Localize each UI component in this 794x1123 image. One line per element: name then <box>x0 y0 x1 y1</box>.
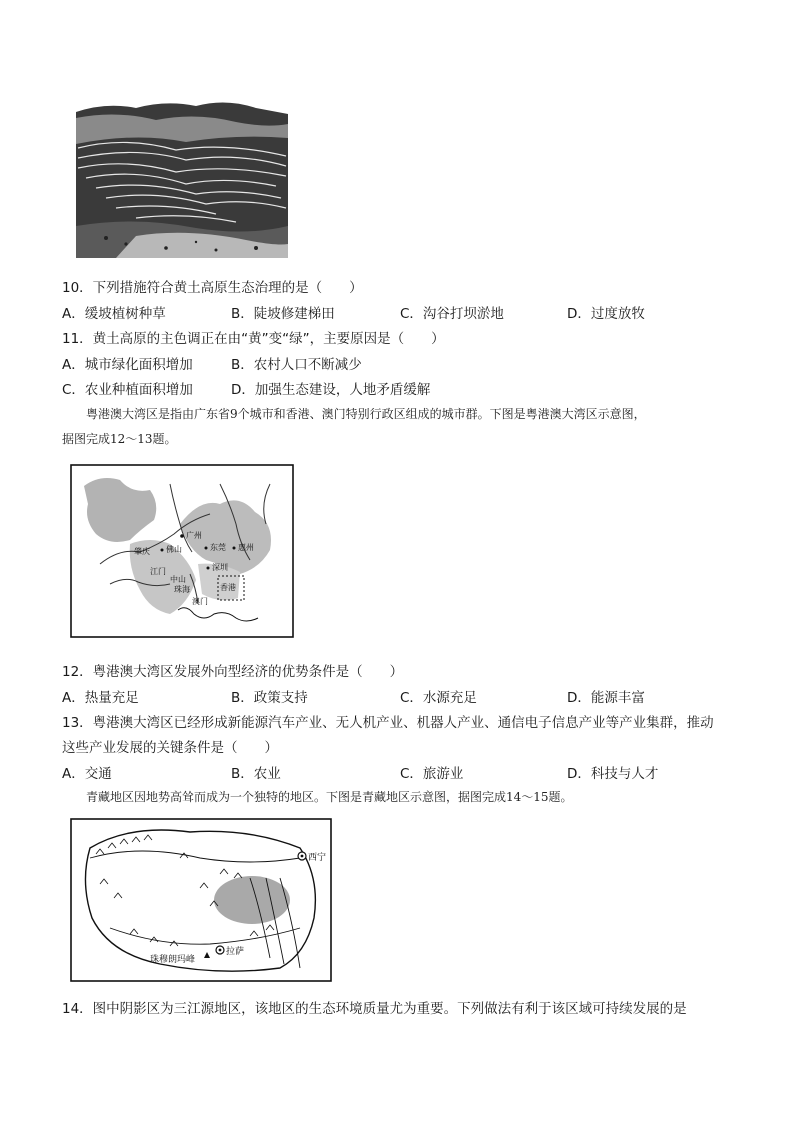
gba-label-zhongshan: 中山 <box>170 575 186 584</box>
gba-label-foshan: 佛山 <box>166 545 182 554</box>
q13-option-c[interactable]: C．旅游业 <box>400 766 464 782</box>
qz-label-lhasa: 拉萨 <box>226 947 245 957</box>
qz-intro-line1: 青藏地区因地势高耸而成为一个独特的地区。下图是青藏地区示意图，据图完成14～15题。 <box>86 790 573 804</box>
q10-stem: 10．下列措施符合黄土高原生态治理的是（ ） <box>62 280 363 296</box>
q13-stem-line1: 13．粤港澳大湾区已经形成新能源汽车产业、无人机产业、机器人产业、通信电子信息产业等产业集群，推动 <box>62 715 714 731</box>
q13-option-d[interactable]: D．科技与人才 <box>567 766 659 782</box>
q10-option-d[interactable]: D．过度放牧 <box>567 306 645 322</box>
q11-option-c[interactable]: C．农业种植面积增加 <box>62 382 193 398</box>
gba-label-macau: 澳门 <box>192 597 208 606</box>
qinghai-tibet-map <box>70 818 332 982</box>
q11-stem: 11．黄土高原的主色调正在由“黄”变“绿”，主要原因是（ ） <box>62 331 445 347</box>
gba-label-shenzhen: 深圳 <box>212 563 228 572</box>
q12-option-c[interactable]: C．水源充足 <box>400 690 477 706</box>
q12-option-b[interactable]: B．政策支持 <box>231 690 308 706</box>
q13-option-a[interactable]: A．交通 <box>62 766 112 782</box>
q11-option-d[interactable]: D．加强生态建设，人地矛盾缓解 <box>231 382 431 398</box>
gba-label-huizhou: 惠州 <box>238 543 254 552</box>
q13-option-b[interactable]: B．农业 <box>231 766 281 782</box>
gba-intro-line1: 粤港澳大湾区是指由广东省9个城市和香港、澳门特别行政区组成的城市群。下图是粤港澳大湾区示意图， <box>86 407 646 421</box>
q10-option-a[interactable]: A．缓坡植树种草 <box>62 306 166 322</box>
gba-intro-line2: 据图完成12～13题。 <box>62 432 177 446</box>
q13-stem-line2: 这些产业发展的关键条件是（ ） <box>62 740 278 756</box>
q12-option-d[interactable]: D．能源丰富 <box>567 690 645 706</box>
qz-label-xining: 西宁 <box>308 853 327 863</box>
gba-map <box>70 464 294 638</box>
q12-option-a[interactable]: A．热量充足 <box>62 690 139 706</box>
q14-stem: 14．图中阴影区为三江源地区，该地区的生态环境质量尤为重要。下列做法有利于该区域可持续发展的是 <box>62 1001 687 1017</box>
gba-label-zhuhai: 珠海 <box>174 585 190 594</box>
gba-label-jiangmen: 江门 <box>150 567 166 576</box>
gba-label-zhaoqing: 肇庆 <box>134 547 150 556</box>
q12-stem: 12．粤港澳大湾区发展外向型经济的优势条件是（ ） <box>62 664 404 680</box>
gba-label-guangzhou: 广州 <box>186 531 202 540</box>
q10-option-c[interactable]: C．沟谷打坝淤地 <box>400 306 504 322</box>
q11-option-b[interactable]: B．农村人口不断减少 <box>231 357 362 373</box>
qz-label-everest: 珠穆朗玛峰 <box>150 955 196 965</box>
gba-label-dongguan: 东莞 <box>210 543 226 552</box>
q10-option-b[interactable]: B．陡坡修建梯田 <box>231 306 335 322</box>
terrace-photo <box>76 98 288 258</box>
gba-label-hongkong: 香港 <box>220 583 236 592</box>
q11-option-a[interactable]: A．城市绿化面积增加 <box>62 357 193 373</box>
